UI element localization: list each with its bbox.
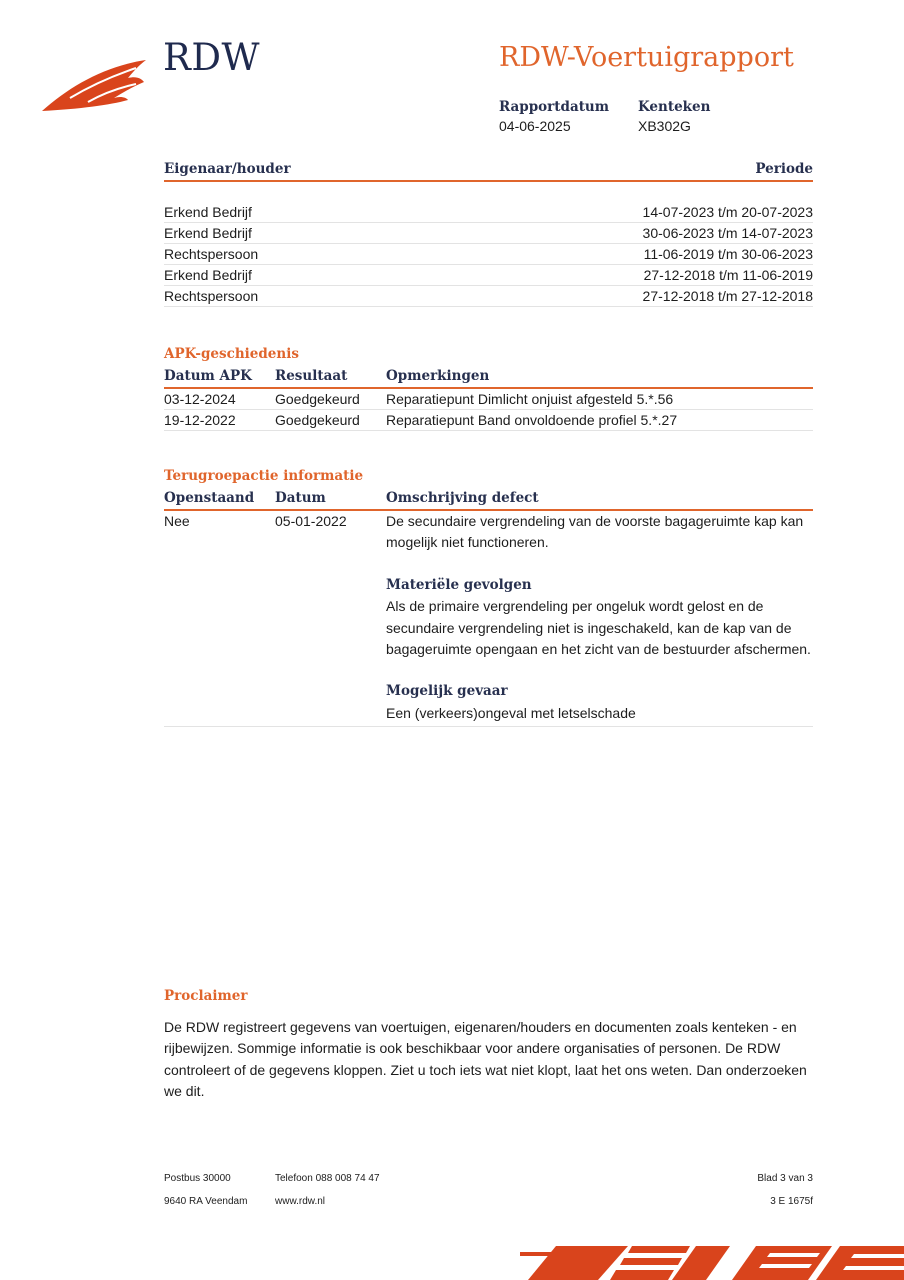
apk-result: Goedgekeurd — [275, 391, 360, 407]
rdw-logo-text: RDW — [163, 36, 261, 79]
recall-open-header: Openstaand — [164, 490, 255, 506]
owner-row — [164, 265, 813, 286]
period-column-header: Periode — [755, 161, 813, 177]
owner-row — [164, 286, 813, 307]
apk-row — [164, 410, 813, 431]
recall-description-header: Omschrijving defect — [386, 490, 539, 506]
owner-row — [164, 223, 813, 244]
consequences-title: Materiële gevolgen — [386, 576, 532, 593]
recall-open-value: Nee — [164, 513, 190, 529]
owner-period: 11-06-2019 t/m 30-06-2023 — [643, 246, 813, 262]
apk-remarks-header: Opmerkingen — [386, 368, 490, 384]
apk-date: 19-12-2022 — [164, 412, 236, 428]
recall-row — [164, 511, 813, 727]
owner-type: Erkend Bedrijf — [164, 204, 252, 220]
owner-table-header — [164, 158, 813, 182]
proclaimer-text: De RDW registreert gegevens van voertuigen, eigenaren/houders en documenten zoals kenteken - en rijbewijzen. Sommige informatie is ook beschikbaar voor andere organisaties of personen. De RDW controleert of de gegevens kloppen. Ziet u toch iets wat niet klopt, laat het ons weten. Dan onderzoeken we dit. — [164, 1019, 807, 1100]
proclaimer-title: Proclaimer — [164, 988, 248, 1004]
footer-website-link[interactable]: www.rdw.nl — [275, 1196, 326, 1207]
apk-date-header: Datum APK — [164, 368, 252, 384]
report-title: RDW-Voertuigrapport — [499, 42, 794, 73]
license-plate-value: XB302G — [638, 118, 691, 134]
report-date-label: Rapportdatum — [499, 99, 610, 115]
consequences-text: Als de primaire vergrendeling per ongeluk wordt gelost en de secundaire vergrendeling niet is ingeschakeld, kan de kap van de bagageruimte opengaan en het zicht van de bestuurder afschermen. — [386, 598, 811, 658]
recall-section-title: Terugroepactie informatie — [164, 468, 364, 484]
recall-table-header — [164, 487, 813, 511]
apk-result: Goedgekeurd — [275, 412, 360, 428]
recall-date-header: Datum — [275, 490, 326, 506]
footer-phone: Telefoon 088 008 74 47 — [275, 1173, 380, 1184]
owner-row — [164, 244, 813, 265]
danger-text: Een (verkeers)ongeval met letselschade — [386, 704, 636, 721]
rdw-stripes-decoration-icon — [520, 1240, 904, 1280]
apk-table-header — [164, 365, 813, 389]
owner-type: Rechtspersoon — [164, 288, 259, 304]
apk-history-table — [164, 343, 813, 431]
footer-document-code: 3 E 1675f — [770, 1196, 813, 1207]
owner-period: 27-12-2018 t/m 27-12-2018 — [642, 288, 813, 304]
owner-type: Rechtspersoon — [164, 246, 259, 262]
footer-page-number: Blad 3 van 3 — [757, 1173, 813, 1184]
license-plate-label: Kenteken — [638, 99, 711, 115]
owner-period: 14-07-2023 t/m 20-07-2023 — [642, 204, 813, 220]
report-date-value: 04-06-2025 — [499, 118, 571, 134]
owner-column-header: Eigenaar/houder — [164, 161, 291, 177]
apk-result-header: Resultaat — [275, 368, 348, 384]
owner-period: 30-06-2023 t/m 14-07-2023 — [642, 225, 813, 241]
owner-row — [164, 202, 813, 223]
recall-description: De secundaire vergrendeling van de voorste bagageruimte kap kan mogelijk niet functioneren. — [386, 513, 804, 551]
owner-period: 27-12-2018 t/m 11-06-2019 — [643, 267, 813, 283]
rdw-logo-icon — [40, 56, 150, 116]
apk-remark: Reparatiepunt Band onvoldoende profiel 5.*.27 — [386, 412, 678, 428]
recall-section — [164, 465, 813, 727]
apk-date: 03-12-2024 — [164, 391, 236, 407]
footer-city: 9640 RA Veendam — [164, 1196, 248, 1207]
apk-row — [164, 389, 813, 410]
owner-type: Erkend Bedrijf — [164, 267, 252, 283]
owner-history-table — [164, 158, 813, 307]
owner-type: Erkend Bedrijf — [164, 225, 252, 241]
apk-section-title: APK-geschiedenis — [164, 346, 299, 362]
danger-title: Mogelijk gevaar — [386, 683, 508, 700]
apk-remark: Reparatiepunt Dimlicht onjuist afgesteld 5.*.56 — [386, 391, 674, 407]
proclaimer-section — [164, 988, 813, 1103]
footer-postbus: Postbus 30000 — [164, 1173, 231, 1184]
recall-date-value: 05-01-2022 — [275, 513, 347, 529]
